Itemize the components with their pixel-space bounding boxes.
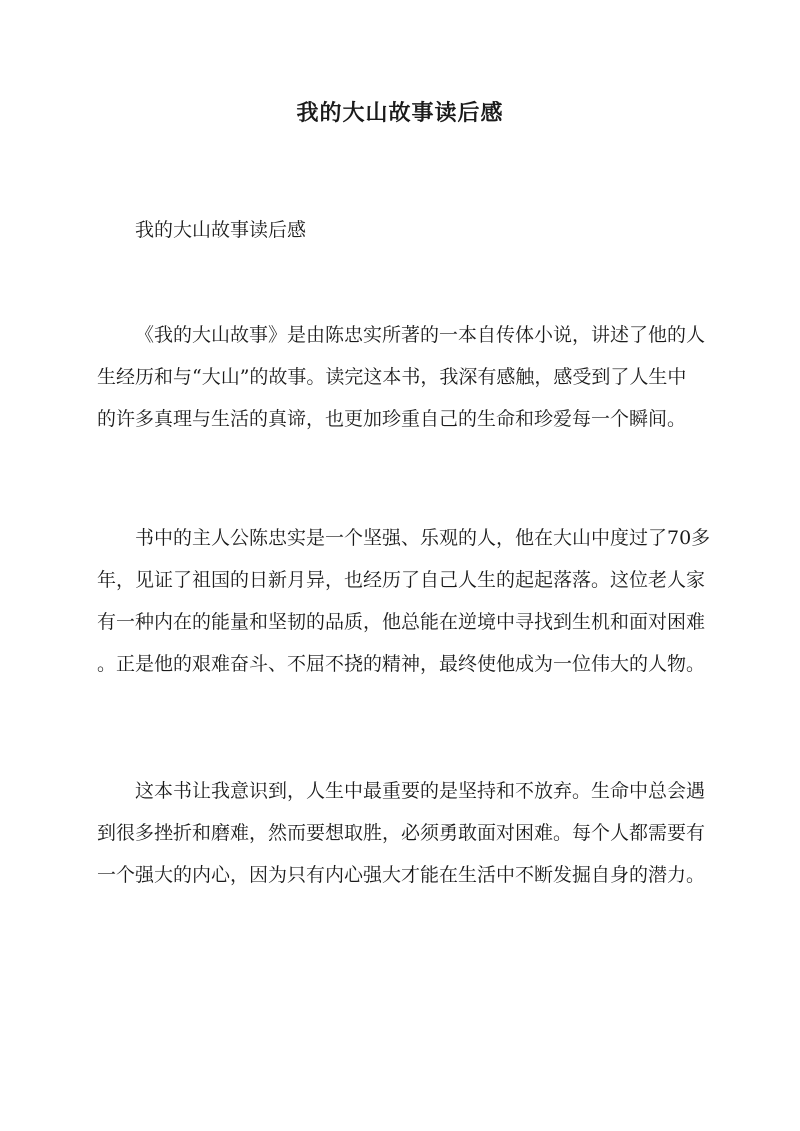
paragraph-line: 年，见证了祖国的日新月异，也经历了自己人生的起起落落。这位老人家 (97, 569, 706, 591)
paragraph-line: 到很多挫折和磨难，然而要想取胜，必须勇敢面对困难。每个人都需要有 (97, 822, 706, 844)
paragraph-1 (97, 314, 707, 440)
paragraph-line: 生经历和与“大山”的故事。读完这本书，我深有感触，感受到了人生中 (97, 366, 687, 388)
paragraph-line: 的许多真理与生活的真谛，也更加珍重自己的生命和珍爱每一个瞬间。 (97, 408, 687, 430)
paragraph-line: 《我的大山故事》是由陈忠实所著的一本自传体小说，讲述了他的人 (135, 324, 706, 346)
paragraph-2 (97, 517, 711, 685)
paragraph-line: 书中的主人公陈忠实是一个坚强、乐观的人，他在大山中度过了70多 (135, 527, 711, 549)
paragraph-line: 有一种内在的能量和坚韧的品质，他总能在逆境中寻找到生机和面对困难 (97, 611, 706, 633)
page-title: 我的大山故事读后感 (296, 100, 504, 126)
document-subtitle: 我的大山故事读后感 (135, 219, 307, 241)
paragraph-3 (97, 770, 707, 896)
paragraph-line: 。正是他的艰难奋斗、不屈不挠的精神，最终使他成为一位伟大的人物。 (97, 653, 706, 675)
paragraph-line: 一个强大的内心，因为只有内心强大才能在生活中不断发掘自身的潜力。 (97, 864, 706, 886)
paragraph-line: 这本书让我意识到，人生中最重要的是坚持和不放弃。生命中总会遇 (135, 780, 706, 802)
